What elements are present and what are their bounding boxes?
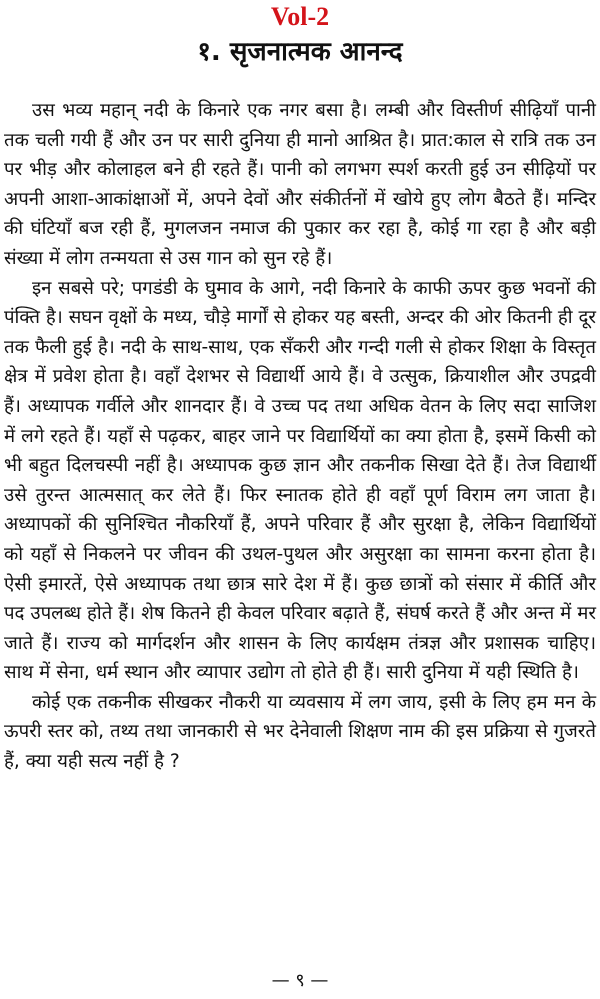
paragraph-2: इन सबसे परे; पगडंडी के घुमाव के आगे, नदी किनारे के काफी ऊपर कुछ भवनों की पंक्ति है। सघन वृक्षों के मध्य, चौड़े मार्गों से होकर यह बस्ती, अन्दर की ओर कितनी ही दूर तक फैली हुई है। नदी के साथ-साथ, एक सँकरी और गन्दी गली से होकर शिक्षा के विस्तृत क्षेत्र में प्रवेश होता है। वहाँ देशभर से विद्यार्थी आये हैं। वे उत्सुक, क्रियाशील और उपद्रवी हैं। अध्यापक गर्वीले और शानदार हैं। वे उच्च पद तथा अधिक वेतन के लिए सदा साजिश में लगे रहते हैं। यहाँ से पढ़कर, बाहर जाने पर विद्यार्थियों का क्या होता है, इसमें किसी को भी बहुत दिलचस्पी नहीं है। अध्यापक कुछ ज्ञान और तकनीक सिखा देते हैं। तेज विद्यार्थी उसे तुरन्त आत्मसात् कर लेते हैं। फिर स्नातक होते ही वहाँ पूर्ण विराम लग जाता है। अध्यापकों की सुनिश्चित नौकरियाँ हैं, अपने परिवार हैं और सुरक्षा है, लेकिन विद्यार्थियों को यहाँ से निकलने पर जीवन की उथल-पुथल और असुरक्षा का सामना करना होता है। ऐसी इमारतें, ऐसे अध्यापक तथा छात्र सारे देश में हैं। कुछ छात्रों को संसार में कीर्ति और पद उपलब्ध होते हैं। शेष कितने ही केवल परिवार बढ़ाते हैं, संघर्ष करते हैं और अन्त में मर जाते हैं। राज्य को मार्गदर्शन और शासन के लिए कार्यक्षम तंत्रज्ञ और प्रशासक चाहिए। साथ में सेना, धर्म स्थान और व्यापार उद्योग तो होते ही हैं। सारी दुनिया में यही स्थिति है। xyxy=(4,277,596,684)
paragraph-3: कोई एक तकनीक सीखकर नौकरी या व्यवसाय में लग जाय, इसी के लिए हम मन के ऊपरी स्तर को, तथ्य तथा जानकारी से भर देनेवाली शिक्षण नाम की इस प्रक्रिया से गुजरते हैं, क्या यही सत्य नहीं है ? xyxy=(4,691,596,773)
volume-label: Vol-2 xyxy=(270,2,330,31)
paragraph-1: उस भव्य महान् नदी के किनारे एक नगर बसा है। लम्बी और विस्तीर्ण सीढ़ियाँ पानी तक चली गयी हैं और उन पर सारी दुनिया ही मानो आश्रित है। प्रात:काल से रात्रि तक उन पर भीड़ और कोलाहल बने ही रहते हैं। पानी को लगभग स्पर्श करती हुई उन सीढ़ियों पर अपनी आशा-आकांक्षाओं में, अपने देवों और संकीर्तनों में खोये हुए लोग बैठते हैं। मन्दिर की घंटियाँ बज रही हैं, मुगलजन नमाज की पुकार कर रहा है, कोई गा रहा है और बड़ी संख्या में लोग तन्मयता से उस गान को सुन रहे हैं। xyxy=(4,100,596,269)
page-number: — ९ — xyxy=(271,970,329,991)
chapter-title: १. सृजनात्मक आनन्द xyxy=(197,37,403,67)
body-text xyxy=(4,96,596,777)
